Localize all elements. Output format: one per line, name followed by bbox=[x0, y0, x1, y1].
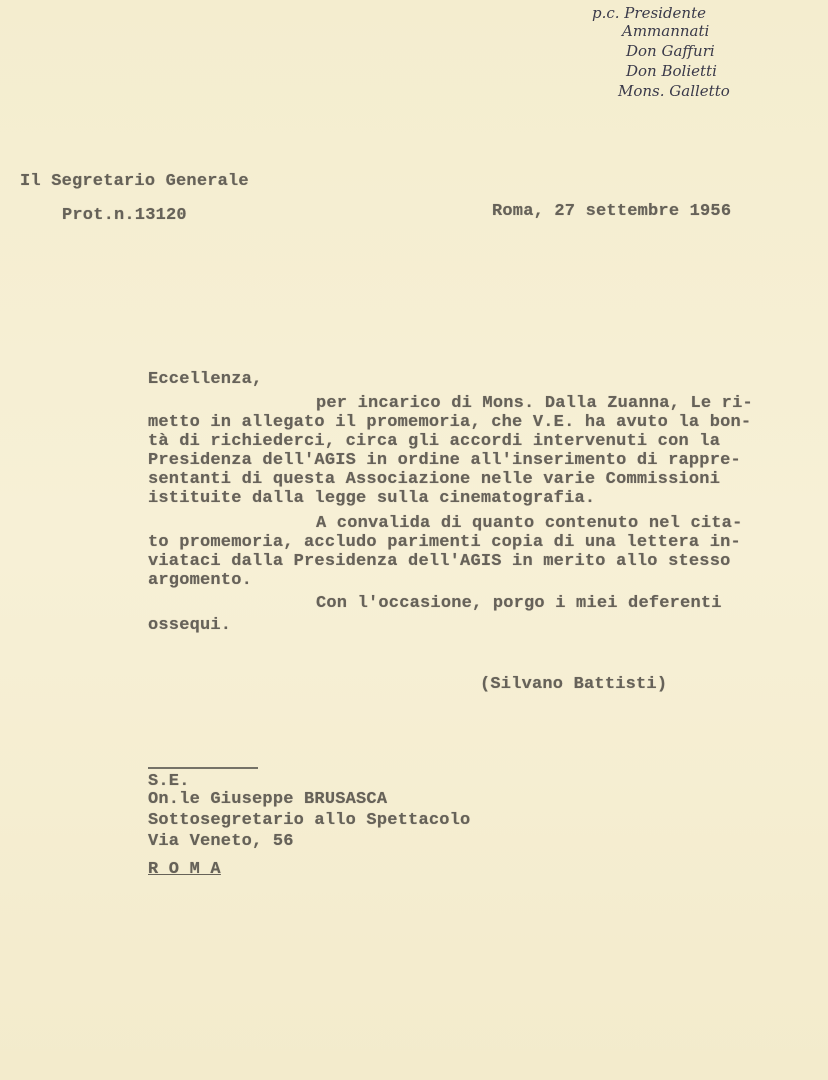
office-title: Il Segretario Generale bbox=[20, 172, 249, 191]
place-date: Roma, 27 settembre 1956 bbox=[492, 202, 732, 221]
salutation: Eccellenza, bbox=[148, 370, 263, 389]
body-line: Con l'occasione, porgo i miei deferenti bbox=[316, 594, 722, 613]
body-line: argomento. bbox=[148, 571, 253, 590]
handwritten-note-line: Don Bolietti bbox=[626, 62, 717, 80]
handwritten-note-line: Ammannati bbox=[622, 22, 710, 40]
body-line: metto in allegato il promemoria, che V.E. ha avuto la bon- bbox=[148, 413, 752, 432]
handwritten-note-line: Don Gaffuri bbox=[626, 42, 715, 60]
body-line: tà di richiederci, circa gli accordi intervenuti con la bbox=[148, 432, 721, 451]
body-line: istituite dalla legge sulla cinematografia. bbox=[148, 489, 596, 508]
address-line: Sottosegretario allo Spettacolo bbox=[148, 811, 471, 830]
body-line: viataci dalla Presidenza dell'AGIS in merito allo stesso bbox=[148, 552, 731, 571]
body-line: sentanti di questa Associazione nelle varie Commissioni bbox=[148, 470, 721, 489]
divider bbox=[148, 767, 258, 769]
body-line: to promemoria, accludo parimenti copia di una lettera in- bbox=[148, 533, 741, 552]
handwritten-note-line: Mons. Galletto bbox=[618, 82, 730, 100]
address-city: R O M A bbox=[148, 860, 221, 879]
signature: (Silvano Battisti) bbox=[480, 675, 668, 694]
address-line: On.le Giuseppe BRUSASCA bbox=[148, 790, 388, 809]
handwritten-note-line: p.c. Presidente bbox=[592, 4, 706, 22]
protocol-number: Prot.n.13120 bbox=[62, 206, 187, 225]
address-line: S.E. bbox=[148, 772, 190, 791]
body-line: A convalida di quanto contenuto nel cita- bbox=[316, 514, 743, 533]
address-line: Via Veneto, 56 bbox=[148, 832, 294, 851]
body-line: per incarico di Mons. Dalla Zuanna, Le ri- bbox=[316, 394, 753, 413]
body-line: ossequi. bbox=[148, 616, 232, 635]
body-line: Presidenza dell'AGIS in ordine all'inserimento di rappre- bbox=[148, 451, 741, 470]
